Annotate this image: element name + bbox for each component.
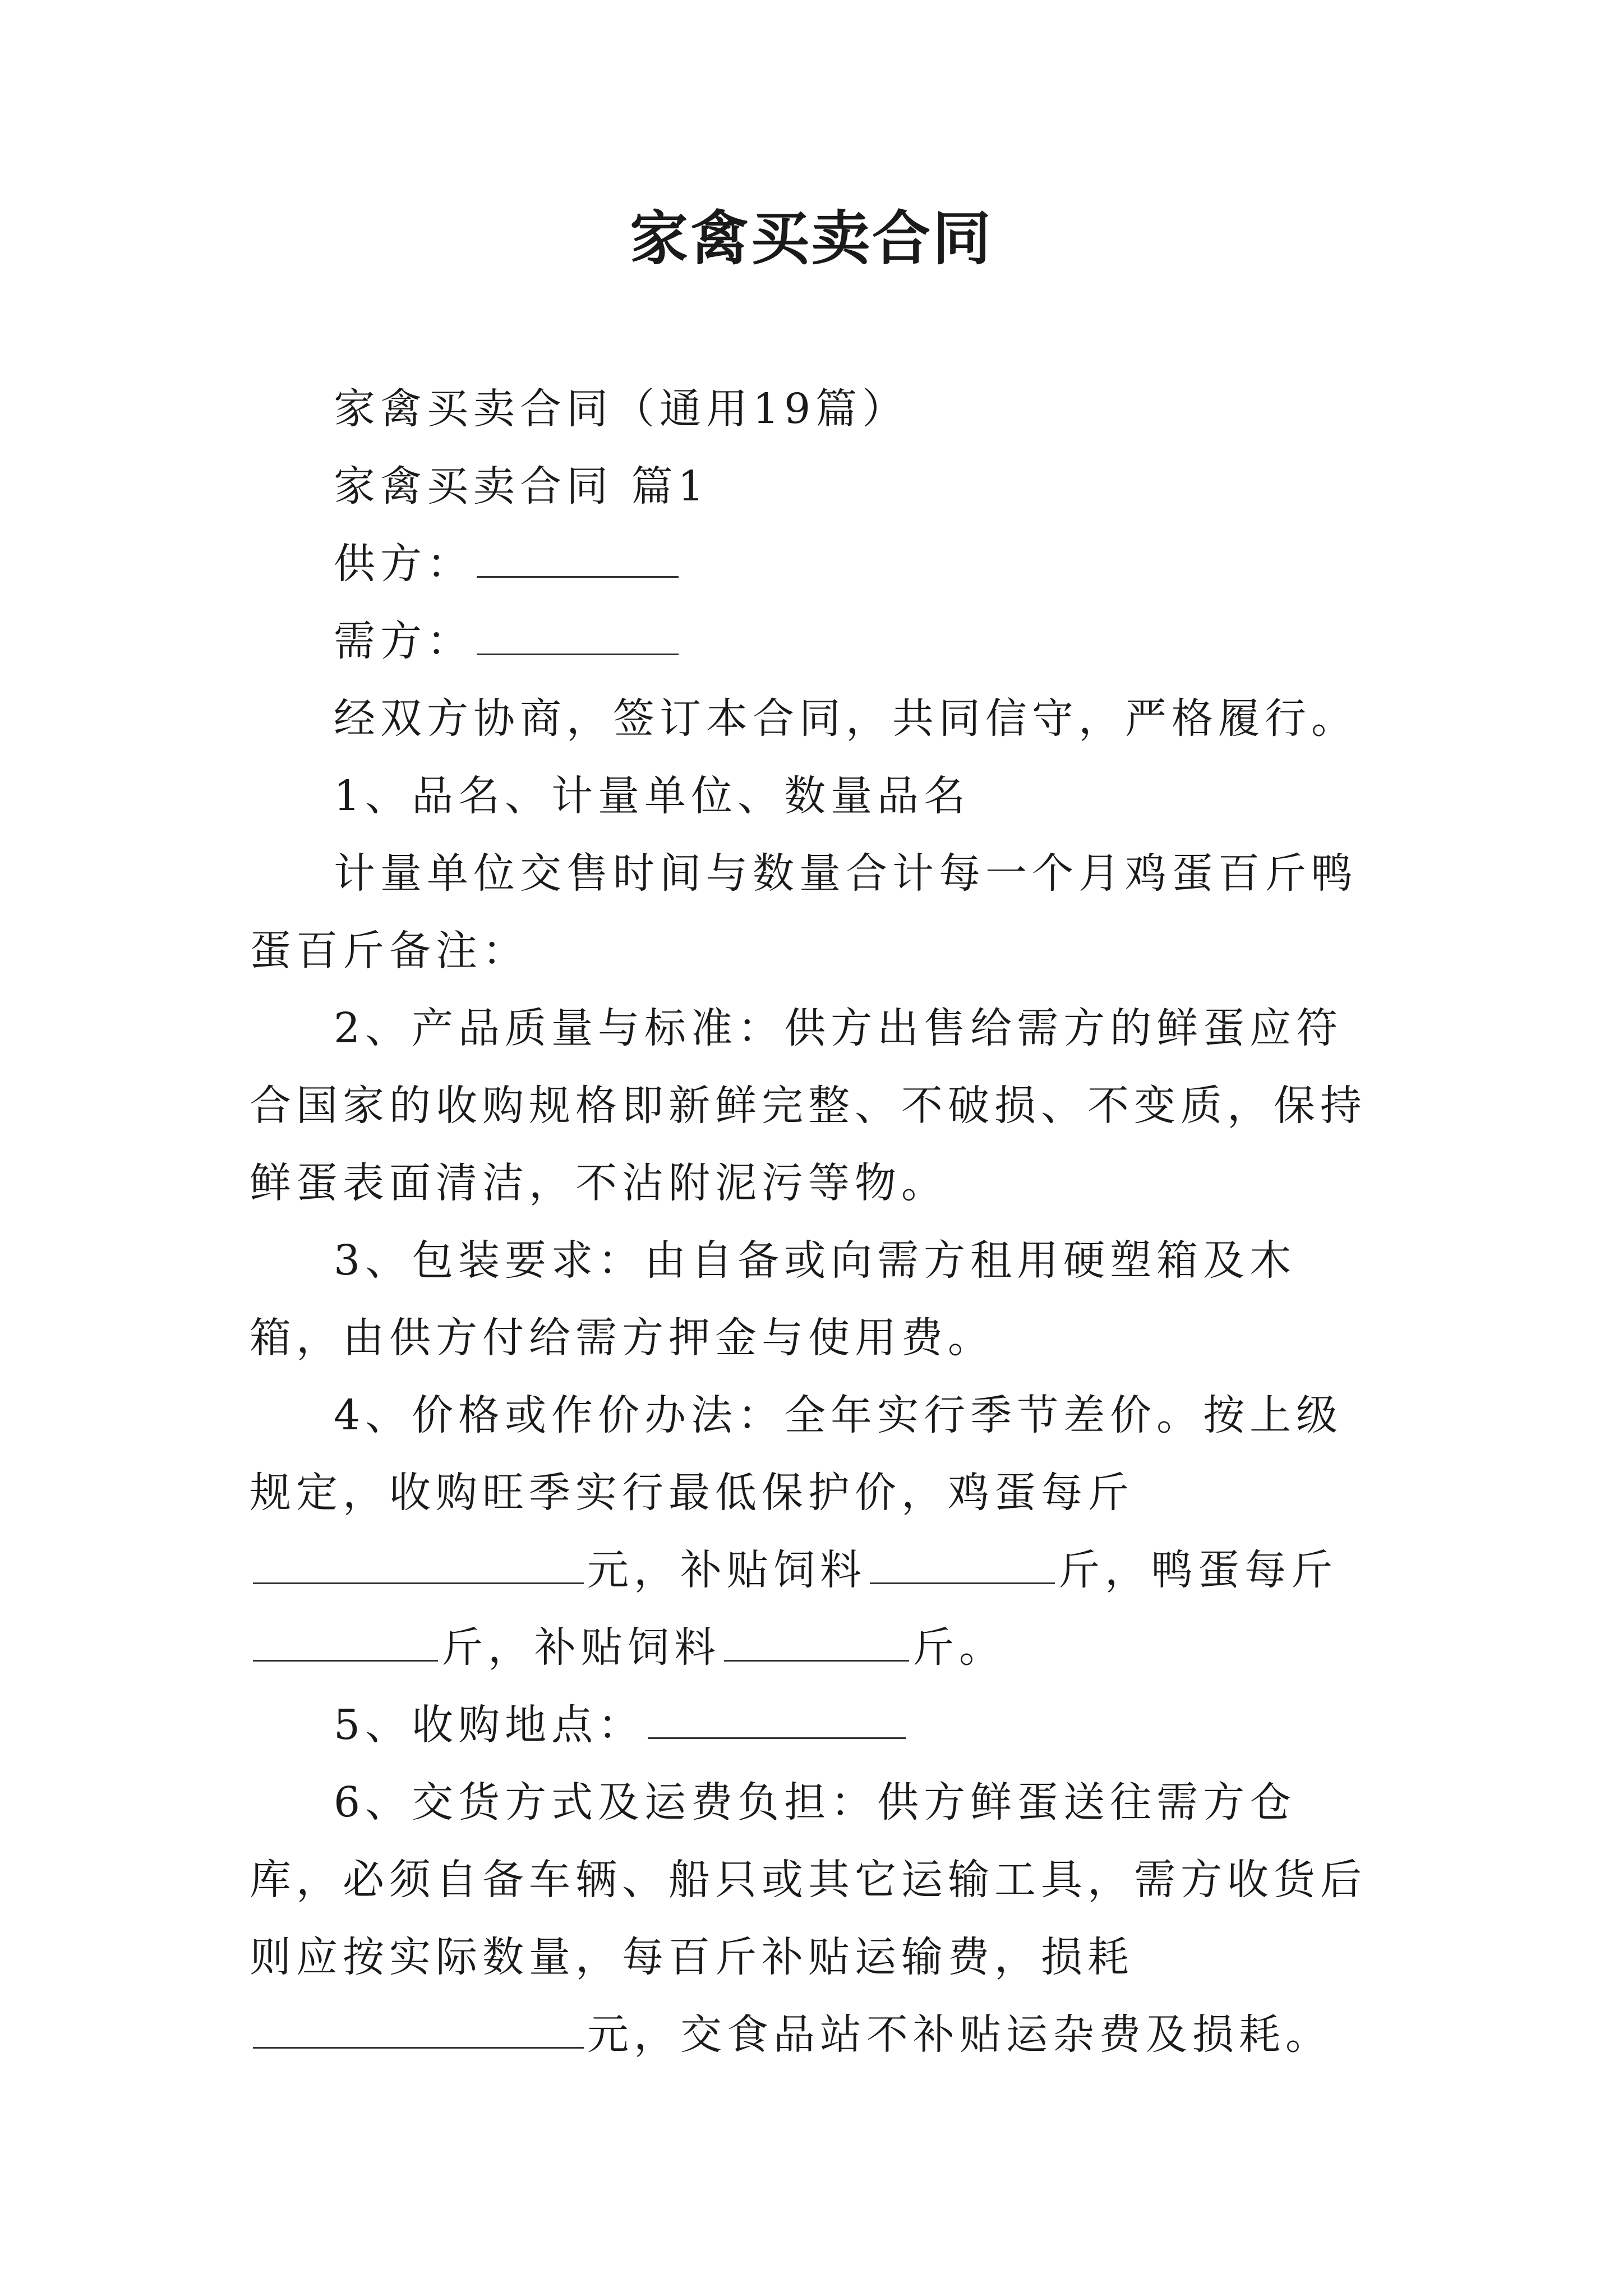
duck-egg-price-blank [253,1621,438,1662]
clause-5-label: 5、收购地点： [334,1701,645,1749]
part-heading: 家禽买卖合同 篇1 [334,462,709,510]
clause-5 [250,1686,1380,1764]
supplier-blank [477,537,679,578]
intro-paragraph: 经双方协商，签订本合同，共同信守，严格履行。 [334,694,1358,743]
buyer-label: 需方： [334,617,473,665]
buyer-blank [477,614,679,655]
clause-4-text-e: 斤。 [912,1623,1006,1672]
loss-blank [253,2008,584,2049]
clause-4 [250,1377,1380,1686]
clause-6-text-a: 6、交货方式及运费负担：供方鲜蛋送往需方仓库，必须自备车辆、船只或其它运输工具，需方收货后则应按实际数量，每百斤补贴运输费，损耗 [250,1778,1367,1981]
egg-price-blank [253,1543,584,1584]
clause-6 [250,1764,1380,2073]
location-blank [648,1698,906,1739]
document-title: 家禽买卖合同 [629,204,993,273]
clause-3: 3、包装要求：由自备或向需方租用硬塑箱及木箱，由供方付给需方押金与使用费。 [250,1236,1297,1362]
feed-subsidy-blank-1 [870,1543,1055,1584]
feed-subsidy-blank-2 [724,1621,909,1662]
clause-2: 2、产品质量与标准：供方出售给需方的鲜蛋应符合国家的收购规格即新鲜完整、不破损、不变质，保持鲜蛋表面清洁，不沾附泥污等物。 [250,1004,1367,1207]
clause-6-text-b: 元，交食品站不补贴运杂费及损耗。 [587,2010,1332,2059]
buyer-line [250,602,1380,680]
supplier-line [250,525,1380,602]
clause-4-text-d: 斤，补贴饲料 [441,1623,721,1672]
document-body [250,370,1380,2073]
subtitle: 家禽买卖合同（通用19篇） [334,385,909,433]
clause-4-text-a: 4、价格或作价办法：全年实行季节差价。按上级规定，收购旺季实行最低保护价，鸡蛋每斤 [250,1391,1343,1517]
supplier-label: 供方： [334,540,473,588]
clause-1-detail: 计量单位交售时间与数量合计每一个月鸡蛋百斤鸭蛋百斤备注： [250,849,1358,975]
clause-1: 1、品名、计量单位、数量品名 [334,772,971,820]
clause-4-text-c: 斤，鸭蛋每斤 [1058,1546,1338,1594]
clause-4-text-b: 元，补贴饲料 [587,1546,866,1594]
